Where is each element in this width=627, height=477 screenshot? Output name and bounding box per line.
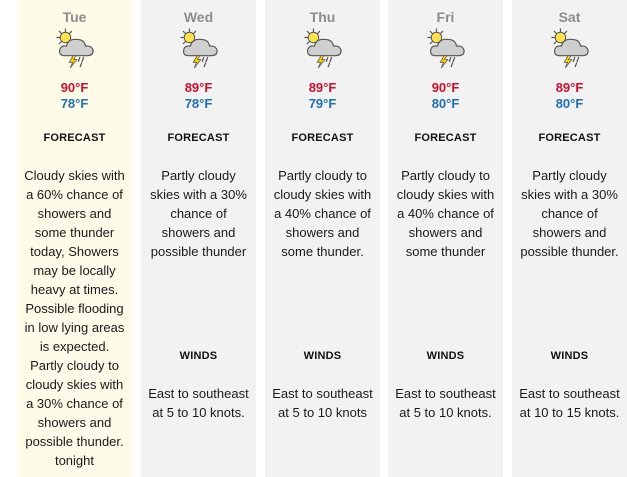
thunderstorm-partly-sunny-icon <box>176 27 222 69</box>
day-name: Sat <box>558 9 581 25</box>
winds-text: East to southeast at 10 to 15 knots. <box>519 386 620 420</box>
thunderstorm-partly-sunny-icon <box>423 27 469 69</box>
low-temp: 79°F <box>308 96 337 111</box>
day-column-thu <box>265 0 380 477</box>
forecast-text: Partly cloudy skies with a 30% chance of showers and possible thunder <box>150 168 247 259</box>
winds-heading: WINDS <box>179 350 218 362</box>
high-temp: 90°F <box>431 80 460 95</box>
forecast-heading: FORECAST <box>43 132 106 144</box>
forecast-text: Partly cloudy to cloudy skies with a 40% chance of showers and some thunder <box>396 168 495 259</box>
low-temp: 78°F <box>184 96 213 111</box>
high-temp: 89°F <box>184 80 213 95</box>
forecast-heading: FORECAST <box>291 132 354 144</box>
day-column-wed <box>141 0 256 477</box>
winds-heading: WINDS <box>426 350 465 362</box>
low-temp: 80°F <box>431 96 460 111</box>
day-name: Tue <box>62 9 87 25</box>
low-temp: 78°F <box>60 96 89 111</box>
thunderstorm-partly-sunny-icon <box>300 27 346 69</box>
winds-text: East to southeast at 5 to 10 knots. <box>148 386 249 420</box>
day-name: Fri <box>436 9 455 25</box>
thunderstorm-partly-sunny-icon <box>547 27 593 69</box>
day-column-sat <box>512 0 627 477</box>
forecast-text: Partly cloudy skies with a 30% chance of showers and possible thunder. <box>520 168 619 259</box>
winds-text: East to southeast at 5 to 10 knots <box>272 386 373 420</box>
high-temp: 90°F <box>60 80 89 95</box>
high-temp: 89°F <box>308 80 337 95</box>
forecast-text: Cloudy skies with a 60% chance of showers and some thunder today, Showers may be locally heavy at times. Possible flooding in low lying areas is expected. Partly cloudy to cloudy skies with a 30% chance of showers and possible thunder. tonight <box>24 168 125 468</box>
thunderstorm-partly-sunny-icon <box>52 27 98 69</box>
winds-text: East to southeast at 5 to 10 knots. <box>395 386 496 420</box>
forecast-heading: FORECAST <box>167 132 230 144</box>
winds-heading: WINDS <box>550 350 589 362</box>
day-column-fri <box>388 0 503 477</box>
forecast-text: Partly cloudy to cloudy skies with a 40% chance of showers and some thunder. <box>273 168 372 259</box>
day-name: Thu <box>309 9 336 25</box>
low-temp: 80°F <box>555 96 584 111</box>
winds-heading: WINDS <box>303 350 342 362</box>
day-column-tue <box>17 0 132 477</box>
forecast-heading: FORECAST <box>414 132 477 144</box>
high-temp: 89°F <box>555 80 584 95</box>
forecast-heading: FORECAST <box>538 132 601 144</box>
day-name: Wed <box>183 9 214 25</box>
